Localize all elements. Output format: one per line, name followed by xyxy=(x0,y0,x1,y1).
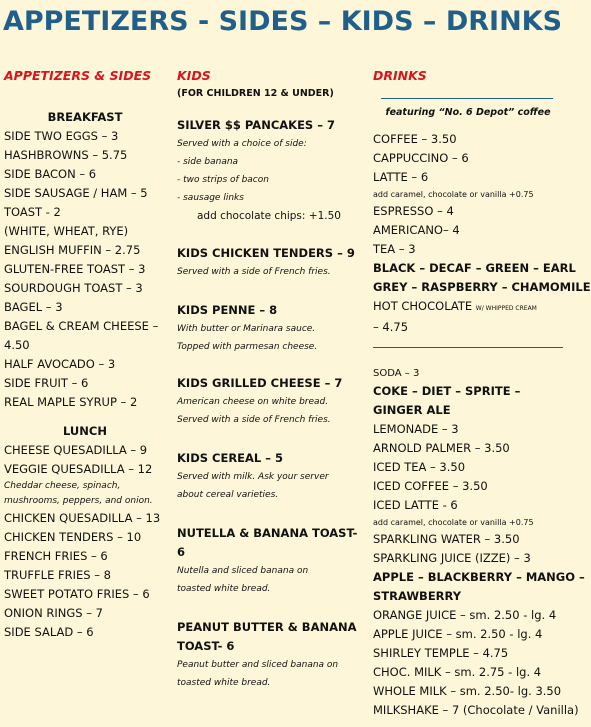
kids-item-name: SILVER $$ PANCAKES – 7 xyxy=(177,118,335,132)
hot-chocolate-note: W/ WHIPPED CREAM xyxy=(475,305,537,312)
izze-types xyxy=(373,568,585,606)
drinks-column xyxy=(373,66,591,720)
breakfast-title: BREAKFAST xyxy=(47,110,123,124)
lunch-item: VEGGIE QUESADILLA – 12 xyxy=(4,462,153,476)
drink-item: ARNOLD PALMER – 3.50 xyxy=(373,441,510,455)
lunch-item: CHEESE QUESADILLA – 9 xyxy=(4,443,148,457)
kids-item-name: 6 xyxy=(177,545,186,559)
drink-item: SPARKLING JUICE (IZZE) – 3 xyxy=(373,551,531,565)
kids-item-name: PEANUT BUTTER & BANANA xyxy=(177,620,357,634)
kids-menu-item xyxy=(177,116,367,226)
breakfast-item: 4.50 xyxy=(4,338,30,352)
breakfast-item: BAGEL – 3 xyxy=(4,300,63,314)
breakfast-item: SIDE BACON – 6 xyxy=(4,167,97,181)
lunch-note-line: Cheddar cheese, spinach, xyxy=(4,481,121,491)
coffee-list-2 xyxy=(373,202,563,259)
kids-item-desc: - side banana xyxy=(177,157,239,167)
breakfast-item: SIDE TWO EGGS – 3 xyxy=(4,129,119,143)
drink-item: ESPRESSO – 4 xyxy=(373,204,454,218)
kids-column xyxy=(177,66,367,692)
kids-item-name: KIDS PENNE – 8 xyxy=(177,303,278,317)
kids-item-desc: American cheese on white bread. xyxy=(177,397,329,407)
lunch-list-b xyxy=(4,509,169,642)
drink-item: WHOLE MILK – sm. 2.50- lg. 3.50 xyxy=(373,684,562,698)
kids-item-name: KIDS CHICKEN TENDERS – 9 xyxy=(177,246,355,260)
breakfast-item: SOURDOUGH TOAST – 3 xyxy=(4,281,143,295)
kids-item-desc: toasted white bread. xyxy=(177,678,271,688)
kids-item-desc: Nutella and sliced banana on xyxy=(177,566,309,576)
lunch-note-line: mushrooms, peppers, and onion. xyxy=(4,496,153,506)
breakfast-item: ENGLISH MUFFIN – 2.75 xyxy=(4,243,141,257)
kids-item-name: KIDS GRILLED CHEESE – 7 xyxy=(177,376,343,390)
drink-item: AMERICANO– 4 xyxy=(373,223,460,237)
lunch-item: CHICKEN TENDERS – 10 xyxy=(4,530,142,544)
breakfast-item: REAL MAPLE SYRUP – 2 xyxy=(4,395,138,409)
hot-chocolate-price: – 4.75 xyxy=(373,320,409,334)
lunch-item: CHICKEN QUESADILLA – 13 xyxy=(4,511,161,525)
tea-type-line: BLACK – DECAF – GREEN – EARL xyxy=(373,261,576,275)
breakfast-item: GLUTEN-FREE TOAST – 3 xyxy=(4,262,146,276)
hot-chocolate-label: HOT CHOCOLATE xyxy=(373,299,473,313)
kids-item-desc: about cereal varieties. xyxy=(177,490,279,500)
lunch-item: TRUFFLE FRIES – 8 xyxy=(4,568,111,582)
kids-item-desc: Topped with parmesan cheese. xyxy=(177,342,318,352)
drink-item: ORANGE JUICE – sm. 2.50 - lg. 4 xyxy=(373,608,557,622)
drink-item: SHIRLEY TEMPLE – 4.75 xyxy=(373,646,509,660)
lunch-item: SIDE SALAD – 6 xyxy=(4,625,94,639)
drink-item: MILKSHAKE – 7 (Chocolate / Vanilla) xyxy=(373,703,579,717)
hot-chocolate xyxy=(373,297,563,318)
appetizers-sides-column xyxy=(4,66,169,642)
kids-menu-item xyxy=(177,618,367,692)
kids-item-name: KIDS CEREAL – 5 xyxy=(177,451,284,465)
drinks-list-c xyxy=(373,606,579,720)
lunch-item: SWEET POTATO FRIES – 6 xyxy=(4,587,150,601)
kids-item-desc: - sausage links xyxy=(177,193,244,203)
drink-item: SPARKLING WATER – 3.50 xyxy=(373,532,520,546)
lunch-list-a xyxy=(4,441,169,479)
breakfast-list xyxy=(4,127,169,412)
drink-item: COFFEE – 3.50 xyxy=(373,132,457,146)
tea-type-line: GREY – RASPBERRY – CHAMOMILE xyxy=(373,280,591,294)
soda-types xyxy=(373,382,563,420)
breakfast-item: HALF AVOCADO – 3 xyxy=(4,357,116,371)
kids-item-desc: Peanut butter and sliced banana on xyxy=(177,660,339,670)
drink-item: LATTE – 6 xyxy=(373,170,429,184)
drink-item: ICED TEA – 3.50 xyxy=(373,460,466,474)
kids-menu-item xyxy=(177,449,367,504)
quesadilla-note xyxy=(4,479,169,509)
breakfast-item: TOAST - 2 xyxy=(4,205,61,219)
menu-title: APPETIZERS - SIDES – KIDS – DRINKS xyxy=(2,6,563,37)
kids-item-desc: Served with milk. Ask your server xyxy=(177,472,329,482)
lunch-title: LUNCH xyxy=(63,424,107,438)
kids-item-desc: Served with a side of French fries. xyxy=(177,267,331,277)
iced-latte-note: add caramel, chocolate or vanilla +0.75 xyxy=(373,518,534,527)
tea-types xyxy=(373,259,591,297)
drinks-list-a xyxy=(373,420,563,515)
izze-type-line: STRAWBERRY xyxy=(373,589,462,603)
soda-type-line: GINGER ALE xyxy=(373,403,451,417)
drink-item: ICED COFFEE – 3.50 xyxy=(373,479,488,493)
kids-item-name: TOAST- 6 xyxy=(177,639,235,653)
kids-subheader: (FOR CHILDREN 12 & UNDER) xyxy=(177,88,334,99)
kids-item-extra: add chocolate chips: +1.50 xyxy=(197,210,341,222)
kids-item-desc: With butter or Marinara sauce. xyxy=(177,324,316,334)
kids-header: KIDS xyxy=(177,68,211,83)
drink-item: APPLE JUICE – sm. 2.50 - lg. 4 xyxy=(373,627,543,641)
breakfast-item: HASHBROWNS – 5.75 xyxy=(4,148,128,162)
appetizers-sides-header: APPETIZERS & SIDES xyxy=(4,68,152,83)
kids-menu-item xyxy=(177,301,367,356)
latte-note: add caramel, chocolate or vanilla +0.75 xyxy=(373,190,534,199)
kids-items xyxy=(177,116,367,692)
lunch-item: ONION RINGS – 7 xyxy=(4,606,103,620)
drink-item: TEA – 3 xyxy=(373,242,416,256)
featuring-coffee: featuring “No. 6 Depot” coffee xyxy=(385,107,551,118)
breakfast-item: SIDE FRUIT – 6 xyxy=(4,376,89,390)
kids-menu-item xyxy=(177,524,367,598)
drinks-list-b xyxy=(373,530,563,568)
lunch-item: FRENCH FRIES – 6 xyxy=(4,549,108,563)
breakfast-item: SIDE SAUSAGE / HAM – 5 xyxy=(4,186,148,200)
kids-menu-item xyxy=(177,244,367,281)
kids-menu-item xyxy=(177,374,367,429)
kids-item-desc: Served with a choice of side: xyxy=(177,139,307,149)
soda-type-line: COKE – DIET – SPRITE – xyxy=(373,384,521,398)
kids-item-desc: Served with a side of French fries. xyxy=(177,415,331,425)
kids-item-desc: toasted white bread. xyxy=(177,584,271,594)
drink-item: CAPPUCCINO – 6 xyxy=(373,151,469,165)
breakfast-item: BAGEL & CREAM CHEESE – xyxy=(4,319,159,333)
breakfast-item: (WHITE, WHEAT, RYE) xyxy=(4,224,129,238)
drink-item: ICED LATTE - 6 xyxy=(373,498,458,512)
soda: SODA – 3 xyxy=(373,368,420,379)
drink-item: LEMONADE – 3 xyxy=(373,422,459,436)
drink-item: CHOC. MILK – sm. 2.75 - lg. 4 xyxy=(373,665,542,679)
kids-item-desc: - two strips of bacon xyxy=(177,175,269,185)
featuring-rule xyxy=(381,98,553,99)
kids-item-name: NUTELLA & BANANA TOAST- xyxy=(177,526,358,540)
izze-type-line: APPLE – BLACKBERRY – MANGO – xyxy=(373,570,585,584)
coffee-list xyxy=(373,130,563,187)
drinks-header: DRINKS xyxy=(373,68,427,83)
